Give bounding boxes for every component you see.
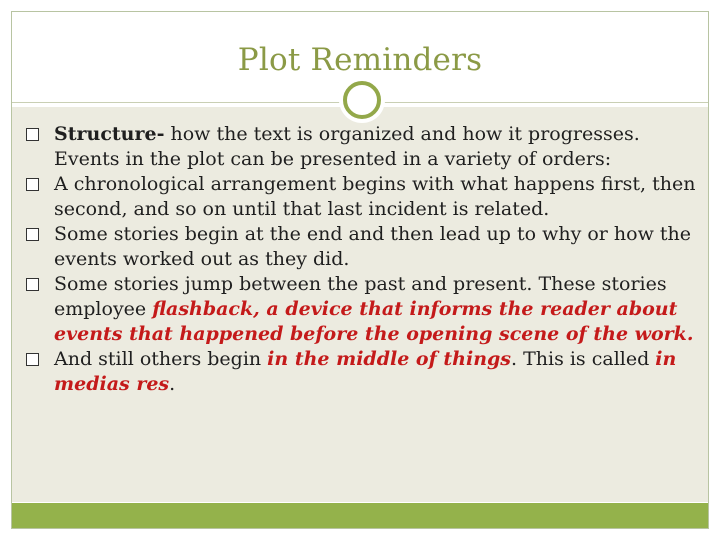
- in-medias-res-emphasis: in medias res: [54, 348, 677, 395]
- bullet-text: And still others begin: [54, 348, 268, 370]
- checkbox-bullet-icon: [26, 228, 39, 241]
- bullet-text-middle: . This is called: [511, 348, 656, 370]
- checkbox-bullet-icon: [26, 353, 39, 366]
- bullet-item-in-medias-res: [26, 347, 702, 397]
- bottom-accent-bar: [12, 503, 708, 528]
- checkbox-bullet-icon: [26, 178, 39, 191]
- slide: [11, 11, 709, 529]
- slide-title: Plot Reminders: [237, 42, 483, 78]
- bullet-item-flashback: [26, 272, 702, 347]
- checkbox-bullet-icon: [26, 278, 39, 291]
- checkbox-bullet-icon: [26, 128, 39, 141]
- flashback-emphasis: flashback, a device that informs the reader about events that happened before the opening scene of the work.: [54, 298, 694, 345]
- circle-ornament-icon: [343, 81, 381, 119]
- bullet-text: Some stories jump between the past and present. These stories employee: [54, 273, 667, 320]
- bullet-lead: Structure-: [54, 123, 165, 145]
- bullet-item-structure: [26, 122, 702, 172]
- bullet-text: how the text is organized and how it progresses. Events in the plot can be presented in a variety of orders:: [54, 123, 640, 170]
- bullet-item-chronological: [26, 172, 702, 222]
- bullet-text-end: .: [169, 373, 176, 395]
- bullet-text: A chronological arrangement begins with what happens first, then second, and so on until that last incident is related.: [54, 173, 696, 220]
- bullet-item-end-first: [26, 222, 702, 272]
- bullet-text: Some stories begin at the end and then lead up to why or how the events worked out as they did.: [54, 223, 692, 270]
- bullet-list: [26, 122, 702, 397]
- middle-emphasis: in the middle of things: [267, 348, 511, 370]
